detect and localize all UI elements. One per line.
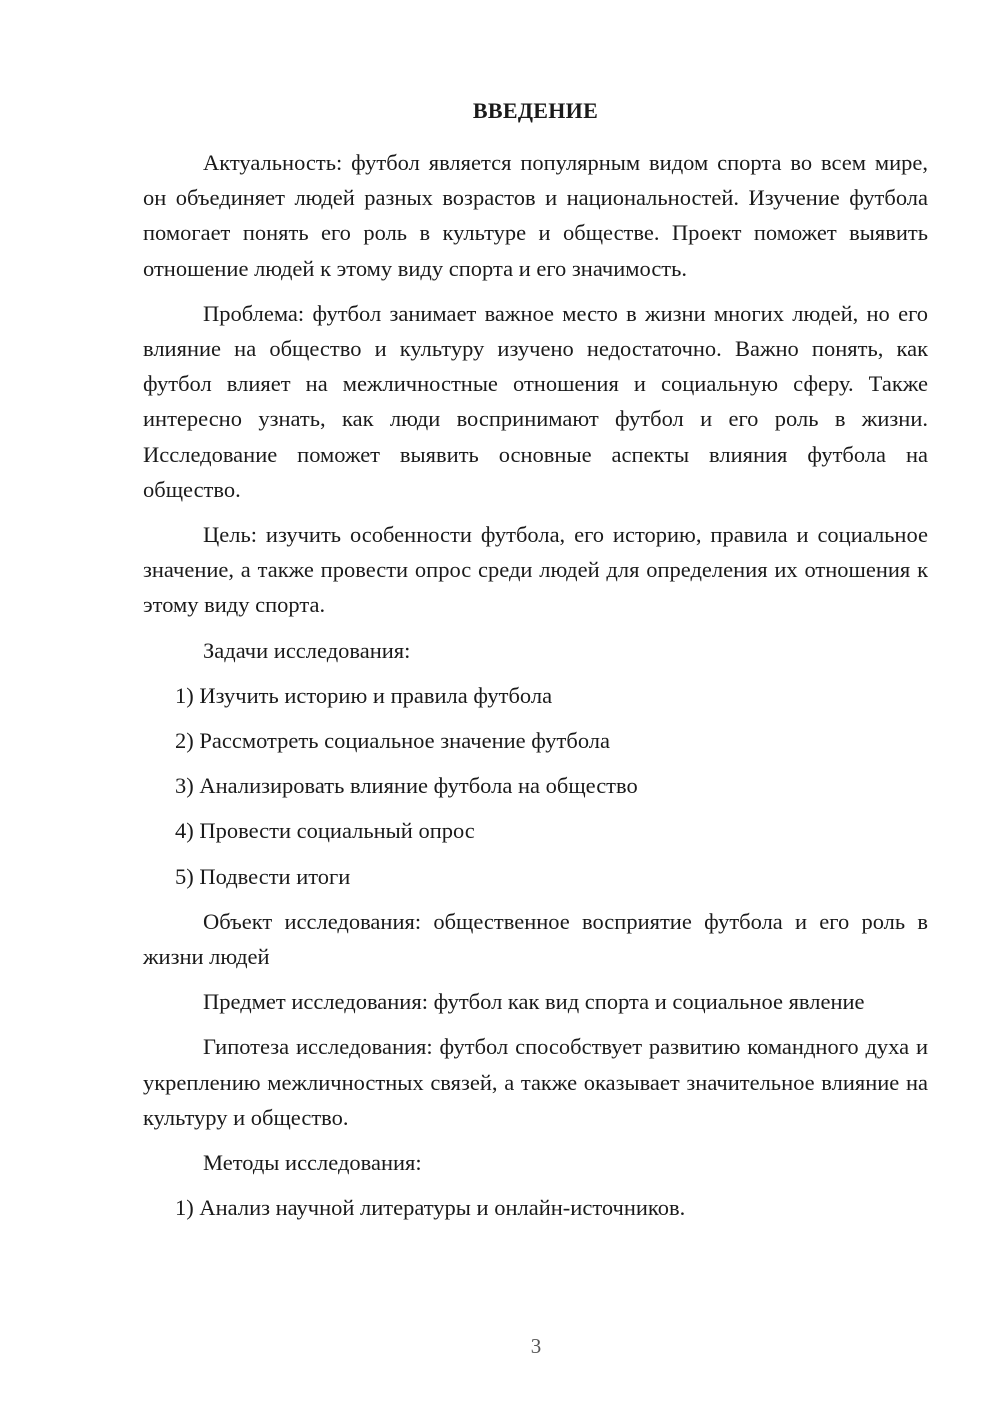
page-content — [143, 97, 928, 1235]
tasks-heading: Задачи исследования: — [203, 637, 411, 663]
task-item: 1) Изучить историю и правила футбола — [175, 682, 553, 708]
subject-paragraph: Предмет исследования: футбол как вид спорта и социальное явление — [203, 989, 865, 1015]
problem-paragraph: Проблема: футбол занимает важное место в жизни многих людей, но его влияние на общество и культуру изучено недостаточно. Важно понять, как футбол влияет на межличностные отношения и социальную сферу. Также интересно узнать, как люди воспринимают футбол и его роль в жизни. Исследование поможет выявить основные аспекты влияния футбола на общество. — [143, 300, 928, 502]
object-paragraph: Объект исследования: общественное восприятие футбола и его роль в жизни людей — [143, 908, 928, 970]
hypothesis-paragraph: Гипотеза исследования: футбол способствует развитию командного духа и укреплению межличностных связей, а также оказывает значительное влияние на культуру и общество. — [143, 1034, 928, 1130]
task-item: 3) Анализировать влияние футбола на общество — [175, 773, 638, 799]
method-item: 1) Анализ научной литературы и онлайн-источников. — [175, 1195, 686, 1221]
page-number: 3 — [530, 1334, 542, 1358]
section-title: ВВЕДЕНИЕ — [472, 98, 599, 123]
goal-paragraph: Цель: изучить особенности футбола, его историю, правила и социальное значение, а также провести опрос среди людей для определения их отношения к этому виду спорта. — [143, 522, 928, 618]
task-item: 2) Рассмотреть социальное значение футбола — [175, 728, 610, 754]
relevance-paragraph: Актуальность: футбол является популярным видом спорта во всем мире, он объединяет людей разных возрастов и национальностей. Изучение футбола помогает понять его роль в культуре и обществе. Проект поможет выявить отношение людей к этому виду спорта и его значимость. — [143, 150, 928, 281]
methods-heading: Методы исследования: — [203, 1150, 422, 1176]
task-item: 4) Провести социальный опрос — [175, 818, 475, 844]
task-item: 5) Подвести итоги — [175, 863, 351, 889]
